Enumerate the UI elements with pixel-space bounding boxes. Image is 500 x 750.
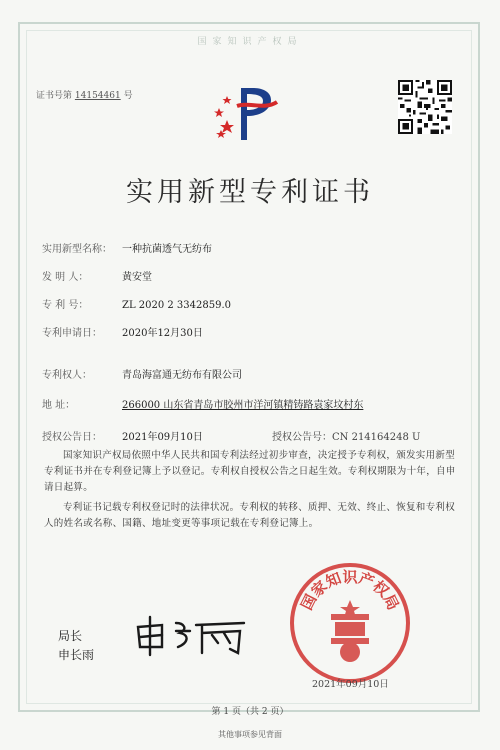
director-name: 申长雨 xyxy=(58,648,95,662)
cert-no-label: 证书号第 xyxy=(36,91,73,101)
patent-no-value: ZL 2020 2 3342859.0 xyxy=(122,300,232,311)
address-row xyxy=(42,396,363,411)
grant-no-value: CN 214164248 U xyxy=(332,432,421,443)
certificate-number xyxy=(36,88,133,101)
patent-number-row xyxy=(42,296,231,311)
holder-value: 青岛海富通无纺布有限公司 xyxy=(122,370,242,381)
body-paragraph-1: 国家知识产权局依照中华人民共和国专利法经过初步审查，决定授予专利权，颁发实用新型专利证书并在专利登记簿上予以登记。专利权自授权公告之日起生效。专利权期限为十年，自申请日起算。 xyxy=(44,450,456,493)
grant-date-label: 授权公告日： xyxy=(42,432,102,443)
name-label: 实用新型名称： xyxy=(42,244,112,255)
certificate-title: 实用新型专利证书 xyxy=(126,177,374,208)
top-watermark: 国家知识产权局 xyxy=(197,37,303,47)
cert-no-value: 14154461 xyxy=(74,91,121,101)
patent-holder-row xyxy=(42,366,242,381)
inventor-label: 发 明 人： xyxy=(42,272,89,283)
qr-code-icon xyxy=(398,80,452,134)
filing-date-label: 专利申请日： xyxy=(42,328,102,339)
grant-date-value: 2021年09月10日 xyxy=(122,432,203,443)
address-label: 地 址： xyxy=(42,400,76,411)
patent-no-label: 专 利 号： xyxy=(42,300,89,311)
body-paragraph-2: 专利证书记载专利权登记时的法律状况。专利权的转移、质押、无效、终止、恢复和专利权人的姓名或名称、国籍、地址变更等事项记载在专利登记簿上。 xyxy=(44,502,456,529)
filing-date-row xyxy=(42,324,203,339)
utility-model-name-row xyxy=(42,240,212,255)
footer-note: 其他事项参见背面 xyxy=(218,730,282,739)
address-value: 266000 山东省青岛市胶州市洋河镇精铸路袁家坟村东 xyxy=(122,400,364,411)
name-value: 一种抗菌透气无纺布 xyxy=(122,244,212,255)
cert-no-suffix: 号 xyxy=(123,91,133,101)
filing-date-value: 2020年12月30日 xyxy=(122,328,203,339)
inventor-value: 黄安堂 xyxy=(122,272,152,283)
inventor-row xyxy=(42,268,152,283)
holder-label: 专利权人： xyxy=(42,370,92,381)
handwritten-signature xyxy=(132,613,250,657)
seal-date: 2021年09月10日 xyxy=(312,679,389,690)
cnipa-logo-icon xyxy=(205,80,285,144)
grant-number-row xyxy=(272,428,420,443)
director-title: 局长 xyxy=(58,629,83,643)
grant-date-row xyxy=(42,428,203,443)
grant-no-label: 授权公告号： xyxy=(272,432,332,443)
official-seal-stamp xyxy=(287,560,413,686)
page-number: 第 1 页（共 2 页） xyxy=(211,707,289,717)
seal-text: 国家知识产权局 xyxy=(297,568,403,613)
